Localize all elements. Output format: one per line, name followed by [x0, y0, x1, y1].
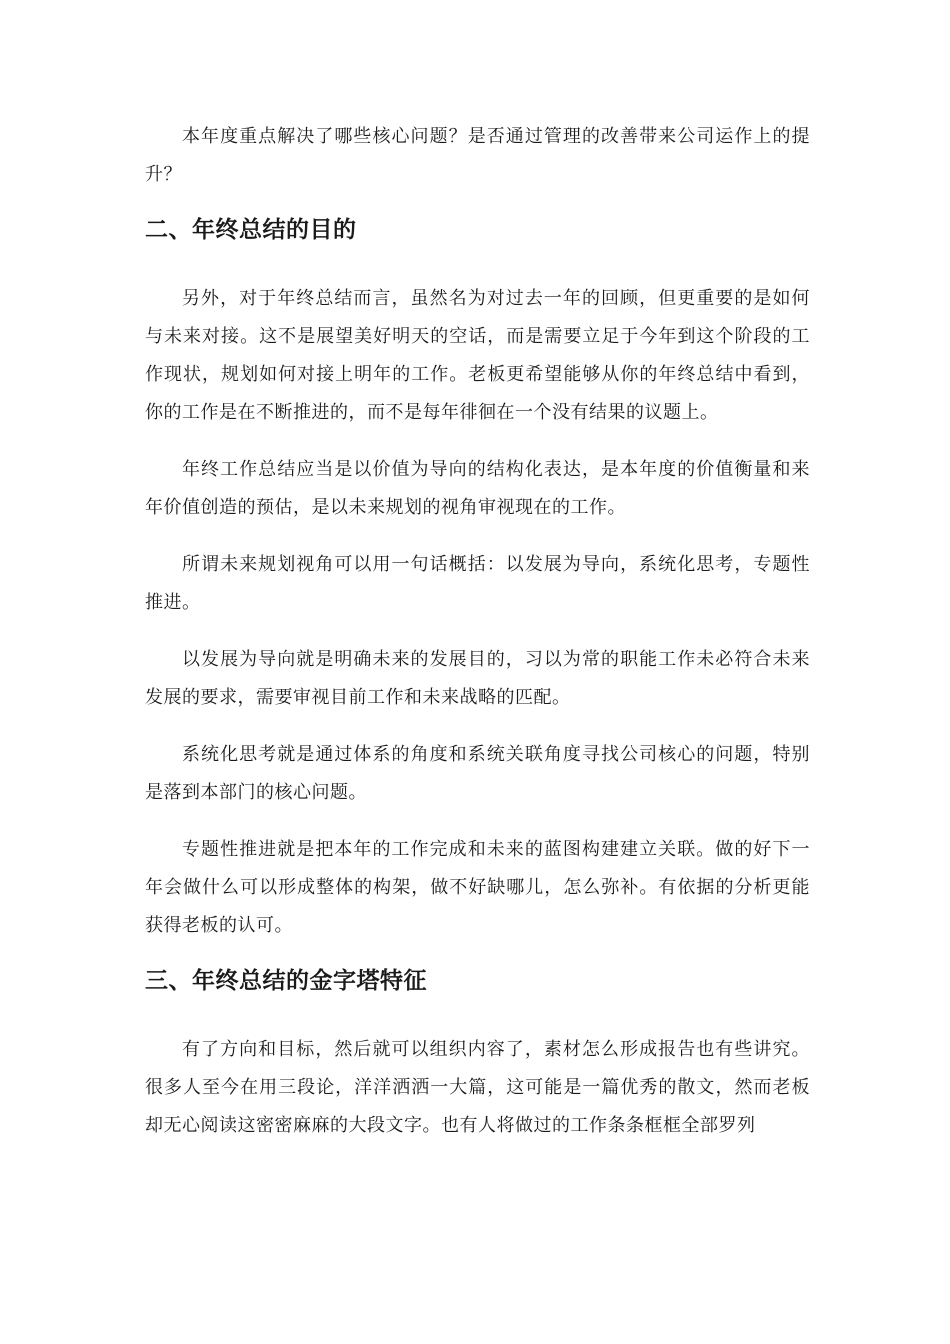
section-heading-purpose: 二、年终总结的目的	[145, 217, 357, 243]
document-body	[145, 118, 810, 1164]
paragraph-development-oriented: 以发展为导向就是明确未来的发展目的，习以为常的职能工作未必符合未来发展的要求，需要审视目前工作和未来战略的匹配。	[145, 649, 810, 708]
section-heading-pyramid: 三、年终总结的金字塔特征	[145, 968, 427, 994]
paragraph-systematic-thinking: 系统化思考就是通过体系的角度和系统关联角度寻找公司核心的问题，特别是落到本部门的核心问题。	[145, 744, 810, 803]
paragraph-core-issues: 本年度重点解决了哪些核心问题？是否通过管理的改善带来公司运作上的提升？	[145, 126, 810, 185]
paragraph-planning-perspective: 所谓未来规划视角可以用一句话概括：以发展为导向，系统化思考，专题性推进。	[145, 554, 810, 613]
paragraph-topic-advancement: 专题性推进就是把本年的工作完成和未来的蓝图构建建立关联。做的好下一年会做什么可以形成整体的构架，做不好缺哪儿，怎么弥补。有依据的分析更能获得老板的认可。	[145, 839, 810, 936]
paragraph-future-connection: 另外，对于年终总结而言，虽然名为对过去一年的回顾，但更重要的是如何与未来对接。这不是展望美好明天的空话，而是需要立足于今年到这个阶段的工作现状，规划如何对接上明年的工作。老板更希望能够从你的年终总结中看到，你的工作是在不断推进的，而不是每年徘徊在一个没有结果的议题上。	[145, 288, 810, 423]
paragraph-value-oriented: 年终工作总结应当是以价值为导向的结构化表达，是本年度的价值衡量和来年价值创造的预估，是以未来规划的视角审视现在的工作。	[145, 459, 810, 518]
paragraph-organize-content: 有了方向和目标，然后就可以组织内容了，素材怎么形成报告也有些讲究。很多人至今在用三段论，洋洋洒洒一大篇，这可能是一篇优秀的散文，然而老板却无心阅读这密密麻麻的大段文字。也有人将做过的工作条条框框全部罗列	[145, 1039, 810, 1136]
